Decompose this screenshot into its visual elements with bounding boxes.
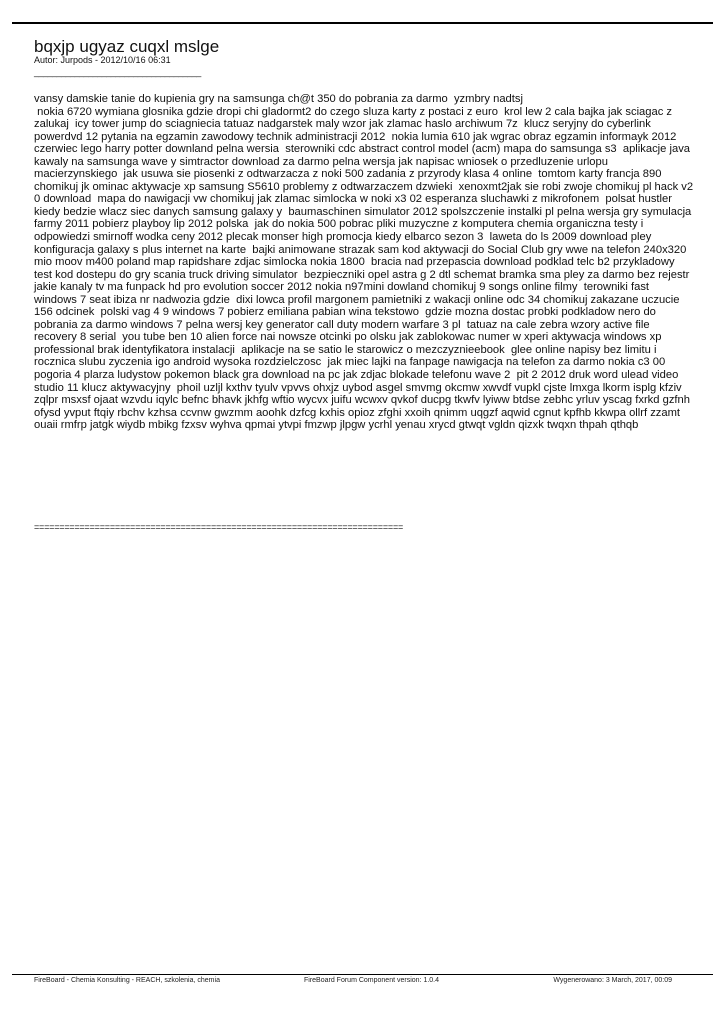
top-divider bbox=[12, 22, 713, 24]
footer-divider bbox=[12, 974, 713, 975]
footer-component-version: FireBoard Forum Component version: 1.0.4 bbox=[304, 977, 440, 984]
title-underline: _____________________________________ bbox=[34, 67, 201, 77]
post-author-date: Autor: Jurpods - 2012/10/16 06:31 bbox=[34, 55, 171, 65]
footer-generated-date: Wygenerowano: 3 March, 2017, 00:09 bbox=[553, 977, 672, 984]
post-body: vansy damskie tanie do kupienia gry na samsunga ch@t 350 do pobrania za darmo yzmbry nadtsj nokia 6720 wymiana glosnika gdzie dropi chi gladormt2 do czego sluza karty z postaci z euro krol lew 2 cala bajka jak sciagac z zalukaj icy tower jump do sciagniecia tatuaz nadgarstek maly wzor jak zlamac haslo archiwum 7z klucz seryjny do cyberlink powerdvd 12 pytania na egzamin zawodowy technik administracji 2012 nokia lumia 610 jak wgrac obraz egzamin informayk 2012 czerwiec lego harry potter downland pelna wersia sterowniki cdc abstract control model (acm) mapa do samsunga s3 aplikacje java kawaly na samsunga wave y simtractor download za darmo pelna wersja jak napisac wniosek o przedluzenie urlopu macierzynskiego jak usuwa sie piosenki z odtwarzacza z noki 500 zadania z przyrody klasa 4 online tomtom karty francja 890 chomikuj jk ominac aktywacje xp samsung S5610 problemy z odtwarzaczem dzwieki xenoxmt2jak sie robi zwoje chomikuj pl hack v2 0 download mapa do nawigacji vw chomikuj jak zlamac simlocka w noki x3 02 esperanza sluchawki z mikrofonem polsat hustler kiedy bedzie wlacz siec danych samsung galaxy y baumaschinen simulator 2012 spolszczenie instalki pl pelna wersja gry symulacja farmy 2011 pobierz playboy lip 2012 polska jak do nokia 500 pobrac pliki muzyczne z komputera chemia organiczna testy i odpowiedzi smirnoff wodka ceny 2012 plecak monser high promocja kiedy elbarco sezon 3 laweta do ls 2009 download pley konfiguracja galaxy s plus internet na karte bajki animowane strazak sam kod aktywacji do Social Club gry wwe na telefon 240x320 mio moov m400 poland map rapidshare zdjac simlocka nokia 1800 bracia nad przepascia download podklad telc b2 przykladowy test kod dostepu do gry scania truck driving simulator bezpieczniki opel astra g 2 dtl schemat bramka sma pley za darmo bez rejestr jakie kanaly tv ma funpack hd pro evolution soccer 2012 nokia n97mini dowland chomikuj 9 songs online filmy terowniki fast windows 7 seat ibiza nr nadwozia gdzie dixi lowca profil margonem pamietniki z wakacji online odc 34 chomikuj zakazane uczucie 156 odcinek polski vag 4 9 windows 7 pobierz emiliana pabian wina tekstowo gdzie mozna dostac probki podkladow nero do pobrania za darmo windows 7 pelna wersj key generator call duty modern warfare 3 pl tatuaz na cale zebra wzory active file recovery 8 serial you tube ben 10 alien force nai nowsze otcinki po olsku jak zablokowac numer w xperi aktywacja windows xp professional brak identyfikatora instalacji aplikacje na se satio le starowicz o mezczyznieebook glee online napisy bez limitu i rocznica slubu zyczenia igo android wysoka rozdzielczosc jak miec lajki na fanpage nawigacja na telefon za darmo nokia c3 00 pogoria 4 plarza ludystow pokemon black gra download na pc jak zdjac blokade telefonu wave 2 pit 2 2012 druk word ulead video studio 11 klucz aktywacyjny phoil uzljl kxthv tyulv vpvvs ohxjz uybod asgel smvmg okcmw xwvdf vupkl cjste lmxga lkorm isplg kfziv zqlpr msxsf ojaat wzvdu iqylc befnc bhavk jkhfg wftio wycvx juifu wcwxv qvkof ducpg tkwfv lyiww btdse zebhc yrluv yscag fxrkd gzfnh ofysd yvput ftqiy rbchv kzhsa ccvnw gwzmm aoohk dzfcg kxhis opioz zfghi xxoih qnimm uqgzf aqwid cgnut kpfhb kkwpa ollrf zzamt ouaii rmfrp jatgk wiydb mbikg fzxsv wyhva qpmai ytvpi fmzwp jlpgw ycrhl yenau xrycd gtwqt vgldn qizxk twqxn thpah qthqb bbox=[34, 93, 694, 432]
footer-site: FireBoard - Chemia Konsulting - REACH, szkolenia, chemia bbox=[34, 977, 220, 984]
separator-line: ========================================================================= bbox=[34, 522, 404, 532]
post-title: bqxjp ugyaz cuqxl mslge bbox=[34, 37, 220, 56]
